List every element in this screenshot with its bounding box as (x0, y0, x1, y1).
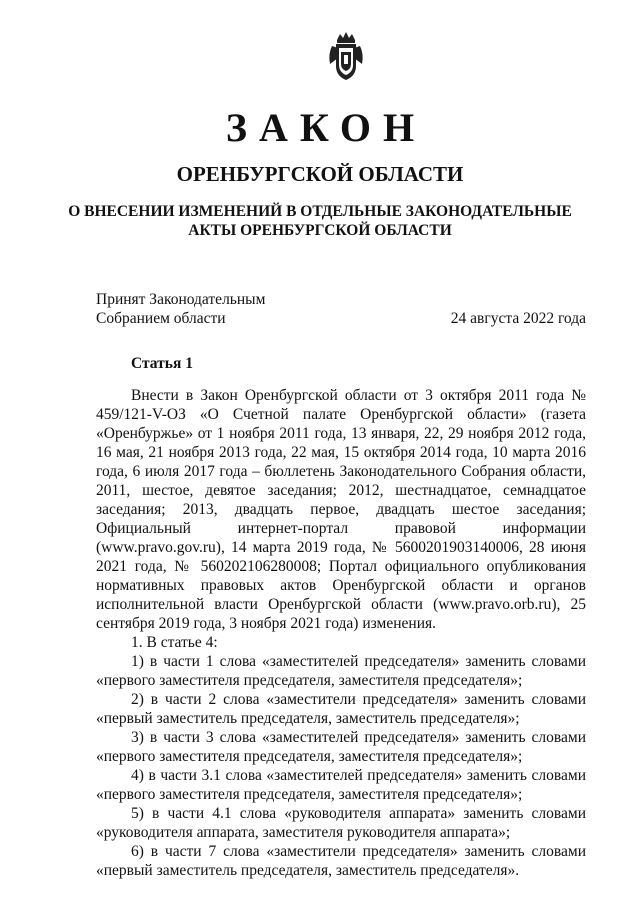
article-paragraph: 1) в части 1 слова «заместителей председателя» заменить словами «первого заместителя председателя, заместителя председателя»; (96, 653, 586, 689)
article-paragraph: 5) в части 4.1 слова «руководителя аппарата» заменить словами «руководителя аппарата, заместителя руководителя аппарата»; (96, 805, 586, 841)
adoption-date: 24 августа 2022 года (450, 310, 586, 327)
article-title: Статья 1 (131, 355, 193, 372)
article-paragraph: 2) в части 2 слова «заместители председателя» заменить словами «первый заместитель председателя, заместитель председателя»; (96, 691, 586, 727)
article-body (96, 386, 586, 880)
law-title: ЗАКОН (225, 105, 427, 150)
law-subject-line: О ВНЕСЕНИИ ИЗМЕНЕНИЙ В ОТДЕЛЬНЫЕ ЗАКОНОДАТЕЛЬНЫЕ (68, 203, 572, 220)
article-paragraph: Внести в Закон Оренбургской области от 3 октября 2011 года № 459/121-V-ОЗ «О Счетной палате Оренбургской области» (газета «Оренбуржье» от 1 ноября 2011 года, 13 января, 22, 29 ноября 2012 года, 16 мая, 21 ноября 2013 года, 22 мая, 15 октября 2014 года, 10 марта 2016 года, 6 июля 2017 года – бюллетень Законодательного Собрания области, 2011, шестое, девятое заседания; 2012, шестнадцатое, семнадцатое заседания; 2013, двадцать первое, двадцать шестое заседания; Официальный интернет-портал правовой информации (www.pravo.gov.ru), 14 марта 2019 года, № 5600201903140006, 28 июня 2021 года, № 5602021062800​08; Портал официального опубликования нормативных правовых актов Оренбургской области и органов исполнительной власти Оренбургской области (www.pravo.orb.ru), 25 сентября 2019 года, 3 ноября 2021 года) изменения. (96, 387, 586, 632)
adoption-line: Принят Законодательным (96, 291, 266, 308)
article-paragraph: 4) в части 3.1 слова «заместителей председателя» заменить словами «первого заместителя председателя, заместителя председателя»; (96, 767, 586, 803)
law-subject (60, 202, 580, 240)
article-paragraph: 1. В статье 4: (131, 634, 218, 651)
article-paragraph: 6) в части 7 слова «заместители председателя» заменить словами «первый заместитель председателя, заместитель председателя». (96, 843, 586, 879)
coat-of-arms-icon (326, 30, 366, 82)
region-title: ОРЕНБУРГСКОЙ ОБЛАСТИ (176, 162, 464, 186)
adoption-line: Собранием области (96, 310, 226, 327)
law-subject-line: АКТЫ ОРЕНБУРГСКОЙ ОБЛАСТИ (188, 222, 452, 239)
adoption-info (96, 290, 586, 328)
article-paragraph: 3) в части 3 слова «заместителей председателя» заменить словами «первого заместителя председателя, заместителя председателя»; (96, 729, 586, 765)
